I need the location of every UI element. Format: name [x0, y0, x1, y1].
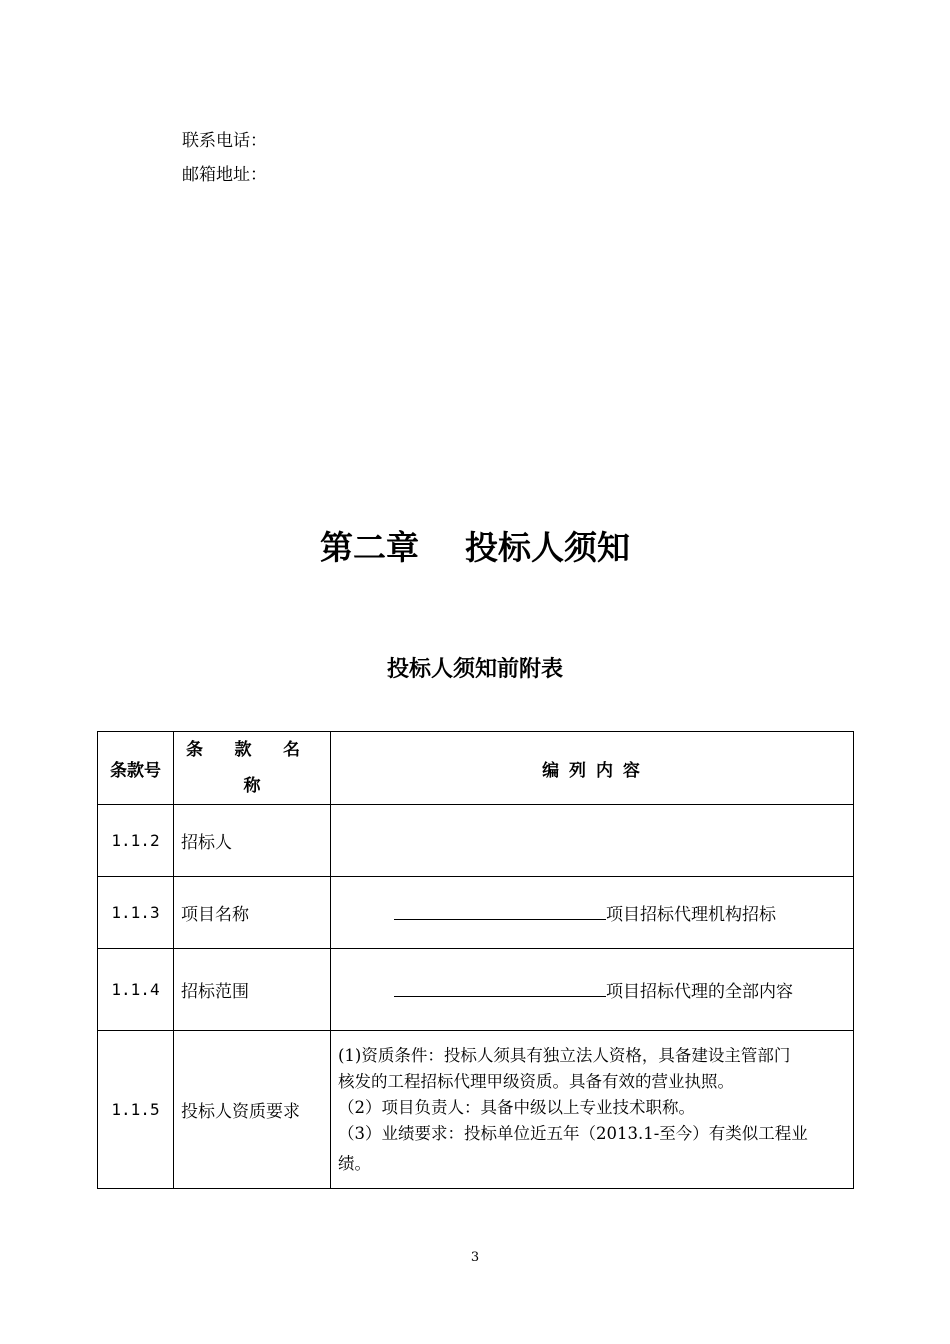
clause-content: [331, 877, 854, 949]
clause-name: 项目名称: [174, 877, 331, 949]
clause-content: [331, 805, 854, 877]
clause-number: 1.1.3: [98, 877, 174, 949]
table-row: [98, 949, 854, 1031]
table-title: 投标人须知前附表: [386, 657, 563, 682]
header-content: 编 列 内 容: [331, 732, 854, 805]
fill-in-blank: [394, 978, 606, 997]
fill-in-blank: [394, 901, 606, 920]
table-header-row: [98, 732, 854, 805]
clause-name: 投标人资质要求: [174, 1031, 331, 1189]
header-clause-no: 条款号: [98, 732, 174, 805]
clause-content: [331, 1031, 854, 1189]
clause-number: 1.1.5: [98, 1031, 174, 1189]
table-row: [98, 1031, 854, 1189]
clause-name: 招标范围: [174, 949, 331, 1031]
contact-phone-label: 联系电话：: [182, 131, 267, 151]
contact-email-label: 邮箱地址：: [182, 165, 267, 185]
project-name-suffix: 项目招标代理机构招标: [606, 905, 776, 925]
header-clause-name-line1: 条 款 名: [186, 740, 300, 760]
requirement-line: （3）业绩要求：投标单位近五年（2013.1-至今）有类似工程业: [338, 1123, 808, 1143]
scope-suffix: 项目招标代理的全部内容: [606, 982, 793, 1002]
requirement-line: (1)资质条件：投标人须具有独立法人资格，具备建设主管部门: [338, 1045, 791, 1065]
header-clause-name-line2: 称: [243, 776, 261, 796]
header-clause-name: [174, 732, 331, 805]
clause-number: 1.1.4: [98, 949, 174, 1031]
clause-content: [331, 949, 854, 1031]
page-number: 3: [470, 1250, 480, 1265]
requirement-line: 核发的工程招标代理甲级资质。具备有效的营业执照。: [338, 1071, 734, 1091]
requirement-line: 绩。: [338, 1153, 371, 1173]
clause-name: 招标人: [174, 805, 331, 877]
requirement-line: （2）项目负责人：具备中级以上专业技术职称。: [338, 1097, 695, 1117]
table-row: [98, 877, 854, 949]
chapter-title: 第二章 投标人须知: [320, 528, 630, 567]
table-row: [98, 805, 854, 877]
clause-table: [97, 731, 854, 1189]
clause-number: 1.1.2: [98, 805, 174, 877]
